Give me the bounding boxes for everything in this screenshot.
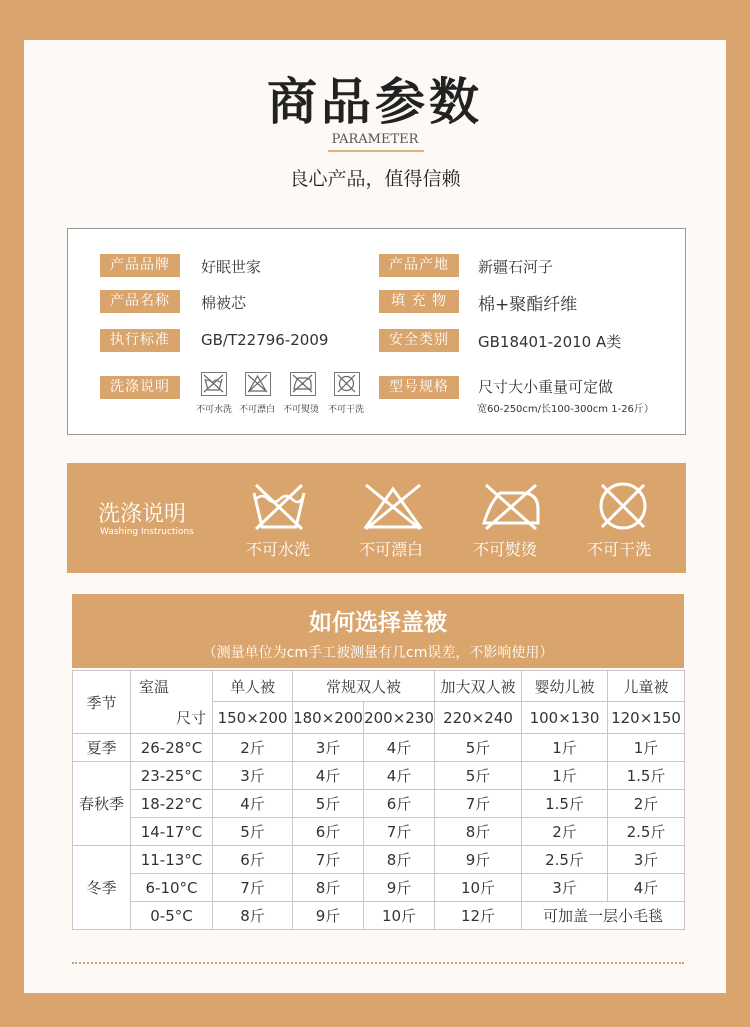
size-header: 200×230 — [364, 702, 435, 734]
value-brand: 好眠世家 — [201, 258, 262, 276]
table-subtitle: （测量单位为cm手工被测量有几cm误差，不影响使用） — [202, 645, 554, 661]
size-header: 220×240 — [435, 702, 522, 734]
table-row — [73, 790, 685, 818]
no-bleach-icon — [360, 479, 426, 531]
weight-cell: 8斤 — [435, 818, 522, 846]
no-wash-band-label: 不可水洗 — [246, 540, 311, 559]
weight-cell: 7斤 — [435, 790, 522, 818]
weight-cell: 1斤 — [608, 734, 685, 762]
weight-cell: 1斤 — [522, 734, 608, 762]
weight-cell: 2.5斤 — [608, 818, 685, 846]
weight-cell: 6斤 — [213, 846, 293, 874]
value-safety: GB18401-2010 A类 — [478, 333, 622, 351]
slogan: 良心产品，值得信赖 — [289, 168, 461, 190]
table-row — [73, 734, 685, 762]
label-safety: 安全类别 — [379, 329, 459, 352]
page-title: 商品参数 — [267, 73, 483, 131]
size-header: 150×200 — [213, 702, 293, 734]
table-title: 如何选择盖被 — [309, 610, 447, 636]
label-name: 产品名称 — [100, 290, 180, 313]
weight-cell: 4斤 — [293, 762, 364, 790]
no-iron-label: 不可熨烫 — [283, 405, 320, 415]
season-cell: 夏季 — [73, 734, 131, 762]
wash-band-title: 洗涤说明 — [98, 502, 187, 527]
weight-cell: 5斤 — [293, 790, 364, 818]
label-brand: 产品品牌 — [100, 254, 180, 277]
weight-cell: 2斤 — [522, 818, 608, 846]
no-iron-band-label: 不可熨烫 — [473, 540, 538, 559]
weight-cell: 10斤 — [435, 874, 522, 902]
temp-cell: 18-22°C — [131, 790, 213, 818]
type-header: 婴幼儿被 — [522, 671, 608, 702]
weight-cell: 7斤 — [213, 874, 293, 902]
weight-cell: 9斤 — [435, 846, 522, 874]
table-row — [73, 702, 685, 734]
season-cell: 冬季 — [73, 846, 131, 930]
value-filling: 棉+聚酯纤维 — [478, 295, 578, 315]
weight-cell: 8斤 — [213, 902, 293, 930]
weight-cell: 5斤 — [435, 762, 522, 790]
no-dryclean-icon — [334, 372, 360, 396]
type-header: 单人被 — [213, 671, 293, 702]
weight-cell: 4斤 — [608, 874, 685, 902]
no-dryclean-icon — [590, 479, 656, 531]
temp-cell: 6-10°C — [131, 874, 213, 902]
temp-cell: 14-17°C — [131, 818, 213, 846]
table-row — [73, 818, 685, 846]
no-wash-label: 不可水洗 — [196, 405, 233, 415]
temp-cell: 23-25°C — [131, 762, 213, 790]
weight-cell: 4斤 — [213, 790, 293, 818]
weight-cell: 3斤 — [213, 762, 293, 790]
label-origin: 产品产地 — [379, 254, 459, 277]
corner-temp: 室温 — [131, 671, 213, 702]
weight-cell: 5斤 — [213, 818, 293, 846]
no-wash-icon — [246, 479, 312, 531]
table-row — [73, 762, 685, 790]
label-wash: 洗涤说明 — [100, 376, 180, 399]
temp-cell: 26-28°C — [131, 734, 213, 762]
dotted-divider — [72, 962, 684, 964]
weight-cell-note: 可加盖一层小毛毯 — [522, 902, 685, 930]
weight-cell: 8斤 — [293, 874, 364, 902]
no-bleach-icon — [245, 372, 271, 396]
weight-cell: 7斤 — [293, 846, 364, 874]
weight-cell: 9斤 — [364, 874, 435, 902]
subtitle-underline — [328, 150, 424, 152]
table-row — [73, 874, 685, 902]
no-bleach-band-label: 不可漂白 — [359, 540, 424, 559]
weight-cell: 2斤 — [608, 790, 685, 818]
weight-cell: 6斤 — [293, 818, 364, 846]
weight-cell: 3斤 — [608, 846, 685, 874]
value-name: 棉被芯 — [201, 294, 247, 312]
label-standard: 执行标准 — [100, 329, 180, 352]
wash-band-subtitle: Washing Instructions — [100, 527, 194, 537]
temp-cell: 0-5°C — [131, 902, 213, 930]
weight-cell: 12斤 — [435, 902, 522, 930]
weight-cell: 9斤 — [293, 902, 364, 930]
size-note: 宽60-250cm/长100-300cm 1-26斤） — [477, 404, 654, 415]
weight-cell: 2斤 — [213, 734, 293, 762]
season-cell: 春秋季 — [73, 762, 131, 846]
weight-cell: 4斤 — [364, 762, 435, 790]
weight-cell: 2.5斤 — [522, 846, 608, 874]
no-dryclean-band-label: 不可干洗 — [587, 540, 652, 559]
table-row — [73, 846, 685, 874]
weight-cell: 1.5斤 — [608, 762, 685, 790]
value-model: 尺寸大小重量可定做 — [478, 378, 614, 396]
no-iron-icon — [478, 479, 544, 531]
corner-size: 尺寸 — [131, 702, 213, 734]
no-wash-icon — [201, 372, 227, 396]
weight-cell: 5斤 — [435, 734, 522, 762]
value-standard: GB/T22796-2009 — [201, 331, 329, 349]
no-bleach-label: 不可漂白 — [239, 405, 276, 415]
label-filling: 填 充 物 — [379, 290, 459, 313]
no-iron-icon — [290, 372, 316, 396]
subtitle-en: PARAMETER — [331, 132, 419, 147]
type-header: 加大双人被 — [435, 671, 522, 702]
label-model: 型号规格 — [379, 376, 459, 399]
weight-cell: 6斤 — [364, 790, 435, 818]
size-header: 100×130 — [522, 702, 608, 734]
weight-cell: 1斤 — [522, 762, 608, 790]
value-origin: 新疆石河子 — [478, 258, 554, 276]
weight-cell: 3斤 — [293, 734, 364, 762]
corner-season: 季节 — [73, 671, 131, 734]
table-row — [73, 902, 685, 930]
temp-cell: 11-13°C — [131, 846, 213, 874]
type-header: 常规双人被 — [293, 671, 435, 702]
no-dryclean-label: 不可干洗 — [328, 405, 365, 415]
size-header: 120×150 — [608, 702, 685, 734]
type-header: 儿童被 — [608, 671, 685, 702]
weight-cell: 10斤 — [364, 902, 435, 930]
size-header: 180×200 — [293, 702, 364, 734]
weight-cell: 4斤 — [364, 734, 435, 762]
quilt-selection-table — [72, 670, 685, 930]
weight-cell: 1.5斤 — [522, 790, 608, 818]
weight-cell: 7斤 — [364, 818, 435, 846]
table-row — [73, 671, 685, 702]
weight-cell: 3斤 — [522, 874, 608, 902]
weight-cell: 8斤 — [364, 846, 435, 874]
